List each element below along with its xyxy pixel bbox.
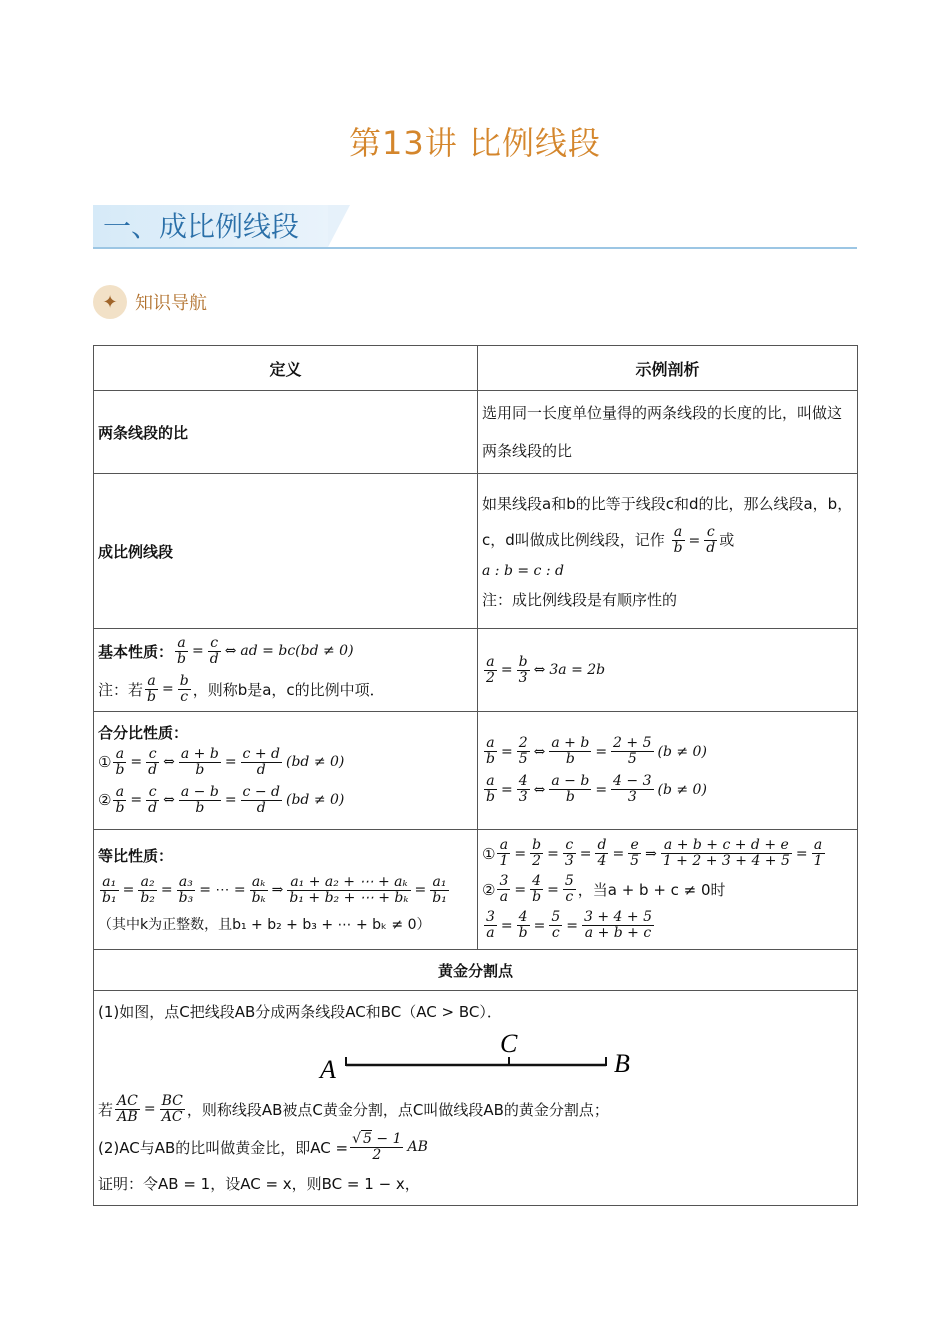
- row5-ex: ① $\frac{a}{1}$ = $\frac{b}{2}$ = $\frac{c}{3}$ = $\frac{d}{4}$ = $\frac{e}{5}$ ⇒ $\frac{a + b + c + d + e}{1 + 2 + 3 + 4 + 5}$ = $\frac{a}{1}$ ② $\frac{3}{a}$ = $\frac{4}{b}$ = $\frac{5}{c}$ ，当a + b + c ≠ 0时 $\frac{3}{a}$ = $\frac{4}{b}$ = $\frac{5}{c}$ = $\frac{3 + 4 + 5}{a + b + c}$: [478, 830, 858, 950]
- row2-ratio: a : b = c : d: [482, 562, 564, 579]
- row1-desc: 选用同一长度单位量得的两条线段的长度的比，叫做这两条线段的比: [478, 391, 858, 474]
- header-example: 示例剖析: [478, 346, 858, 391]
- row2-desc-cell: 如果线段a和b的比等于线段c和d的比，那么线段a，b，c，d叫做成比例线段，记作 $\frac{a}{b}$ = $\frac{c}{d}$ 或 a : b = c : d 注：成比例线段是有顺序性的: [478, 474, 858, 629]
- golden-header: 黄金分割点: [94, 950, 858, 991]
- row2-desc: 如果线段a和b的比等于线段c和d的比，那么线段a，b，c，d叫做成比例线段，记作: [482, 494, 853, 549]
- row5-def: 等比性质： $\frac{\text{a₁}}{\text{b₁}}$ = $\frac{\text{a₂}}{\text{b₂}}$ = $\frac{\text{a₃}}{\text{b₃}}$ = ⋯ = $\frac{\text{aₖ}}{\text{bₖ}}$ ⇒ $\frac{\text{a₁ + a₂ + ⋯ + aₖ}}{\text{b₁ + b₂ + ⋯ + bₖ}}$ = $\frac{\text{a₁}}{\text{b₁}}$ （其中k为正整数，且b₁ + b₂ + b₃ + ⋯ + bₖ ≠ 0）: [94, 830, 478, 950]
- golden-line1: (1)如图，点C把线段AB分成两条线段AC和BC（AC > BC）．: [98, 1003, 502, 1021]
- header-definition: 定义: [94, 346, 478, 391]
- knowledge-table: [93, 345, 858, 1206]
- golden-line2: ，则称线段AB被点C黄金分割，点C叫做线段AB的黄金分割点；: [186, 1100, 609, 1119]
- point-c-label: C: [500, 1030, 518, 1058]
- point-b-label: B: [614, 1049, 630, 1078]
- point-a-label: A: [320, 1055, 336, 1084]
- guide-header: [93, 285, 207, 319]
- row5-cond: （其中k为正整数，且b₁ + b₂ + b₃ + ⋯ + bₖ ≠ 0）: [98, 917, 431, 933]
- row4-def: 合分比性质： ① $\frac{a}{b}$ = $\frac{c}{d}$ ⇔ $\frac{a + b}{b}$ = $\frac{c + d}{d}$ (bd ≠ 0) ② $\frac{a}{b}$ = $\frac{c}{d}$ ⇔ $\frac{a - b}{b}$ = $\frac{c - d}{d}$ (bd ≠ 0): [94, 712, 478, 830]
- row3-ex: $\frac{a}{2}$ = $\frac{b}{3}$ ⇔ 3a = 2b: [478, 629, 858, 712]
- row2-note: 注：成比例线段是有顺序性的: [482, 590, 678, 609]
- golden-line3: (2)AC与AB的比叫做黄金比，即AC =: [98, 1138, 349, 1157]
- section-header: [93, 205, 857, 250]
- row4-ex: $\frac{a}{b}$ = $\frac{2}{5}$ ⇔ $\frac{a + b}{b}$ = $\frac{2 + 5}{5}$ (b ≠ 0) $\frac{a}{b}$ = $\frac{4}{3}$ ⇔ $\frac{a - b}{b}$ = $\frac{4 - 3}{3}$ (b ≠ 0): [478, 712, 858, 830]
- telescope-icon: ✦: [93, 285, 127, 319]
- segment-svg: [98, 1030, 854, 1090]
- section-title: 一、成比例线段: [103, 210, 300, 243]
- row1-term: 两条线段的比: [94, 391, 478, 474]
- row2-term: 成比例线段: [94, 474, 478, 629]
- segment-diagram: [98, 1030, 853, 1090]
- guide-label: 知识导航: [135, 293, 207, 314]
- row3-def: 基本性质： $\frac{a}{b}$ = $\frac{c}{d}$ ⇔ ad = bc(bd ≠ 0) 注：若 $\frac{a}{b}$ = $\frac{b}{c}$ ，则称b是a，c的比例中项．: [94, 629, 478, 712]
- golden-line4: 证明：令AB = 1，设AC = x，则BC = 1 − x，: [98, 1175, 420, 1193]
- page-title: 第13讲 比例线段: [349, 124, 601, 162]
- golden-cell: (1)如图，点C把线段AB分成两条线段AC和BC（AC > BC）． A B C 若 $\frac{AC}{AB}$ = $\frac{BC}{AC}$ ，则称线段AB被点C黄金分割，点C叫做线段AB的黄金分割点； (2)AC与AB的比叫做黄金比，即AC = $\frac{√ 5 - 1}{2}$ AB 证明：令AB = 1，设AC = x，则BC = 1 − x，: [94, 991, 858, 1206]
